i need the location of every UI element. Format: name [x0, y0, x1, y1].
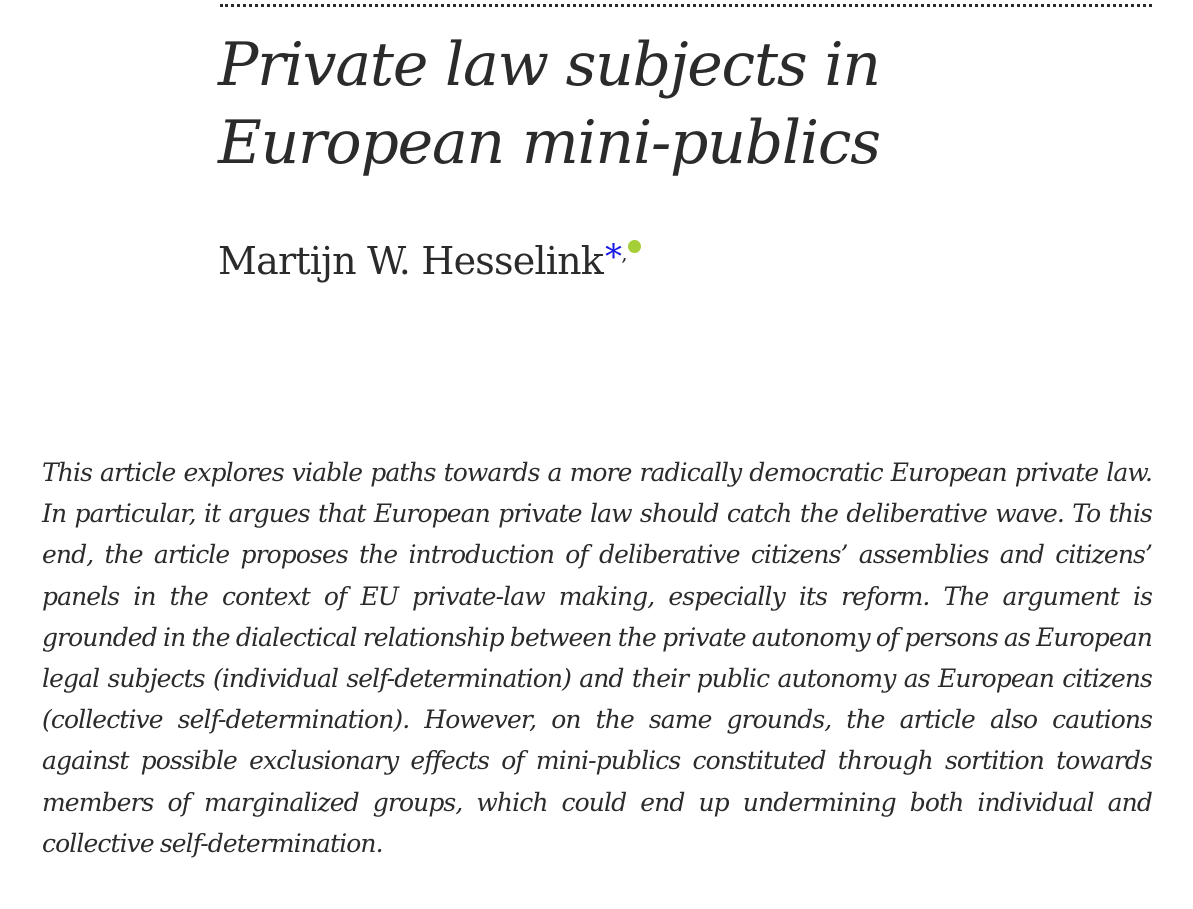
author-line: [218, 236, 641, 292]
author-name: Martijn W. Hesselink: [218, 239, 603, 283]
orcid-icon[interactable]: [628, 240, 641, 253]
article-title: Private law subjects in European mini-publics: [218, 30, 880, 178]
article-abstract: This article explores viable paths towards a more radically democratic European private law. In particular, it argues that European private law should catch the deliberative wave. To this end, the article proposes the introduction of deliberative citizens’ assemblies and citizens’ panels in the context of EU private-law making, especially its reform. The argument is grounded in the dialectical relationship between the private autonomy of persons as European legal subjects (individual self-determination) and their public autonomy as European citizens (collective self-determination). However, on the same grounds, the article also cautions against possible exclusionary effects of mini-publics constituted through sortition towards members of marginalized groups, which could end up undermining both individual and collective self-determination.: [42, 458, 1152, 858]
author-footnote-link[interactable]: *: [605, 237, 622, 277]
author-separator: ,: [621, 241, 627, 265]
title-top-dotted-rule: [220, 4, 1152, 7]
